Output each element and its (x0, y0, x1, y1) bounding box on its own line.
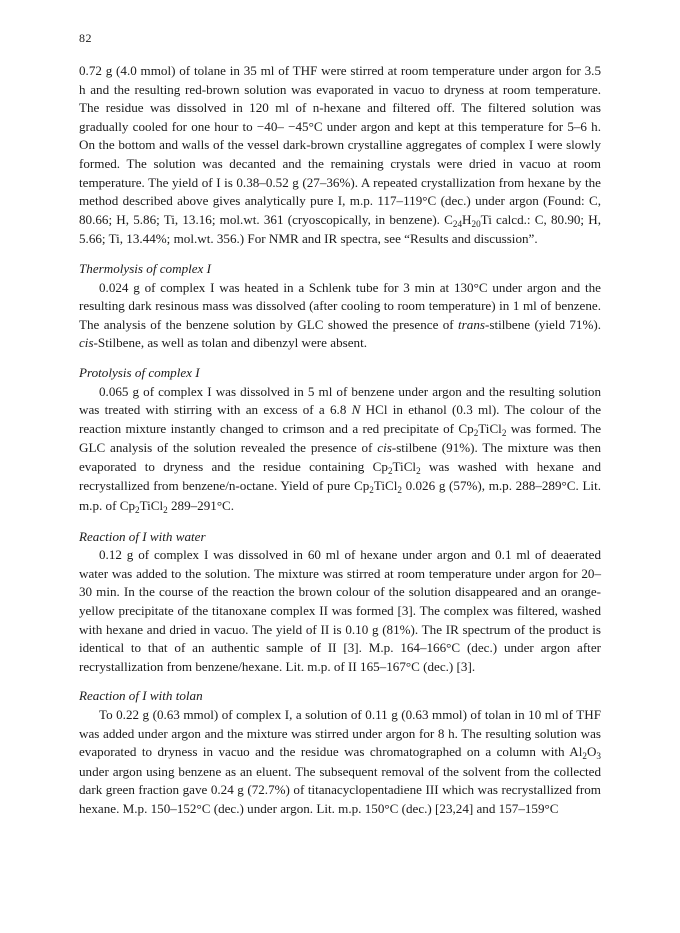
section-tolan (79, 687, 601, 818)
page-number: 82 (79, 31, 92, 45)
section-heading: Thermolysis of complex I (79, 260, 212, 276)
paragraph-protolysis: 0.065 g of complex I was dissolved in 5 ml of benzene under argon and the resulting solution was treated with stirring with an excess of a 6.8 N HCl in ethanol (0.3 ml). The colour of the reaction mixture instantly changed to crimson and a red precipitate of $Cp_2TiCl_2$ was formed. The GLC analysis of the solution revealed the presence of cis-stilbene (91%). The mixture was then evaporated to dryness and the residue containing $Cp_2TiCl_2$ was washed with hexane and recrystallized from benzene/n-octane. Yield of pure $Cp_2TiCl_2$ 0.026 g (57%), m.p. 288–289°C. Lit. m.p. of $Cp_2TiCl_2$ 289–291°C. (79, 383, 602, 516)
paragraph-water: 0.12 g of complex I was dissolved in 60 ml of hexane under argon and 0.1 ml of deaerated water was added to the solution. The mixture was stirred at room temperature under argon for 20–30 min. In the course of the reaction the brown colour of the solution disappeared and an orange-yellow precipitate of the titanoxane complex II was formed [3]. The complex was filtered, washed with hexane and dried in vacuo. The yield of II is 0.10 g (81%). The IR spectrum of the product is identical to that of an authentic sample of II [3]. M.p. 164–166°C (dec.) under argon after recrystallization from benzene/hexane. Lit. m.p. of II 165–167°C (dec.) [3]. (79, 547, 601, 674)
section-heading: Reaction of I with tolan (79, 688, 203, 704)
section-protolysis (79, 364, 601, 517)
section-heading: Protolysis of complex I (79, 364, 200, 380)
section-thermolysis (79, 260, 601, 353)
paragraph-thermolysis: 0.024 g of complex I was heated in a Schlenk tube for 3 min at 130°C under argon and the resulting dark resinous mass was dissolved (after cooling to room temperature) in 1 ml of benzene. The analysis of the benzene solution by GLC showed the presence of trans-stilbene (yield 71%). cis-Stilbene, as well as tolan and dibenzyl were absent. (79, 279, 602, 351)
section-heading: Reaction of I with water (79, 528, 206, 544)
paragraph-tolan: To 0.22 g (0.63 mmol) of complex I, a solution of 0.11 g (0.63 mmol) of tolan in 10 ml of THF was added under argon and the mixture was stirred under argon for 8 h. The resulting solution was evaporated to dryness in vacuo and the residue was chromatographed on a column with $Al_2O_3$ under argon using benzene as an eluent. The subsequent removal of the solvent from the collected dark green fraction gave 0.24 g (72.7%) of titanacyclopentadiene III which was recrystallized from hexane. M.p. 150–152°C (dec.) under argon. Lit. m.p. 150°C (dec.) [23,24] and 157–159°C (79, 707, 601, 816)
paragraph-intro: 0.72 g (4.0 mmol) of tolane in 35 ml of THF were stirred at room temperature under argon for 3.5 h and the resulting red-brown solution was evaporated in vacuo to dryness at room temperature. The residue was dissolved in 120 ml of n-hexane and filtered off. The filtered solution was gradually cooled for one hour to −40– −45°C under argon and kept at this temperature for 5–6 h. On the bottom and walls of the vessel dark-brown crystalline aggregates of complex I were slowly formed. The solution was decanted and the remaining crystals were dried in vacuo at room temperature. The yield of I is 0.38–0.52 g (27–36%). A repeated crystallization from hexane by the method described above gives analytically pure I, m.p. 117–119°C (dec.) under argon (Found: C, 80.66; H, 5.86; Ti, 13.16; mol.wt. 361 (cryoscopically, in benzene). $C_{24}H_{20}Ti$ calcd.: C, 80.90; H, 5.66; Ti, 13.44%; mol.wt. 356.) For NMR and IR spectra, see “Results and discussion”. (79, 63, 601, 247)
section-intro (79, 62, 601, 249)
section-water (79, 528, 601, 677)
article-body (79, 62, 601, 819)
